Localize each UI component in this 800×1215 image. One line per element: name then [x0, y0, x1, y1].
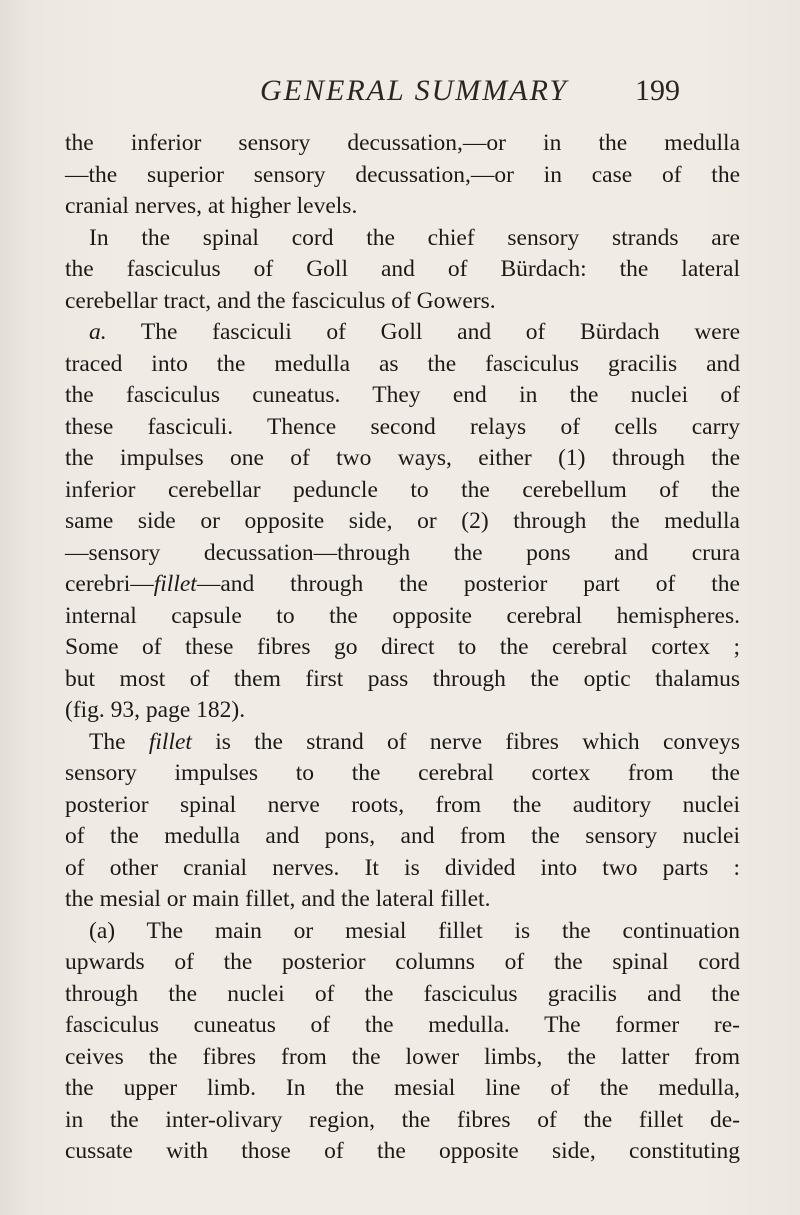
text-line: —the superior sensory decussation,—or in case of the	[65, 161, 740, 188]
running-head: GENERAL SUMMARY	[260, 74, 569, 107]
text-line: In the spinal cord the chief sensory strands are	[89, 224, 740, 251]
italic-term: fillet	[148, 728, 192, 755]
body-text	[65, 128, 740, 1168]
text-line: the mesial or main fillet, and the lateral fillet.	[65, 886, 491, 912]
text-line: Some of these fibres go direct to the cerebral cortex ;	[65, 634, 740, 660]
text-line: (fig. 93, page 182).	[65, 697, 246, 723]
text-line: these fasciculi. Thence second relays of cells carry	[65, 413, 740, 440]
text-line: of the medulla and pons, and from the sensory nuclei	[65, 823, 740, 849]
text-line: ceives the fibres from the lower limbs, the latter from	[65, 1043, 740, 1070]
text-line: cerebellar tract, and the fasciculus of Gowers.	[65, 287, 496, 314]
text-line: posterior spinal nerve roots, from the auditory nuclei	[65, 791, 740, 818]
text-line: The fillet is the strand of nerve fibres which conveys	[89, 728, 740, 755]
text-line: traced into the medulla as the fasciculus gracilis and	[65, 350, 740, 377]
text-line: upwards of the posterior columns of the spinal cord	[65, 949, 740, 975]
text-line: through the nuclei of the fasciculus gracilis and the	[65, 980, 740, 1007]
text-line: cerebri—fillet—and through the posterior part of the	[65, 571, 740, 597]
text-line: inferior cerebellar peduncle to the cerebellum of the	[65, 476, 740, 503]
italic-term: fillet	[153, 571, 197, 597]
page-header	[120, 74, 680, 114]
text-line: cranial nerves, at higher levels.	[65, 193, 358, 219]
text-line: —sensory decussation—through the pons and crura	[65, 539, 740, 566]
italic-term: a.	[89, 319, 107, 345]
text-line: (a) The main or mesial fillet is the continuation	[89, 917, 740, 944]
text-line: a. The fasciculi of Goll and of Bürdach were	[89, 319, 740, 345]
text-line: the impulses one of two ways, either (1) through the	[65, 445, 740, 471]
text-line: sensory impulses to the cerebral cortex from the	[65, 760, 740, 786]
text-line: same side or opposite side, or (2) through the medulla	[65, 508, 740, 534]
text-line: cussate with those of the opposite side, constituting	[65, 1138, 740, 1164]
text-line: internal capsule to the opposite cerebral hemispheres.	[65, 602, 740, 629]
text-line: fasciculus cuneatus of the medulla. The former re-	[65, 1012, 740, 1038]
text-line: the fasciculus of Goll and of Bürdach: the lateral	[65, 256, 740, 282]
text-line: the inferior sensory decussation,—or in the medulla	[65, 130, 740, 156]
text-line: in the inter-olivary region, the fibres of the fillet de-	[65, 1106, 740, 1133]
text-line: the fasciculus cuneatus. They end in the nuclei of	[65, 382, 740, 408]
text-line: of other cranial nerves. It is divided into two parts :	[65, 854, 740, 881]
text-line: the upper limb. In the mesial line of the medulla,	[65, 1075, 740, 1101]
text-line: but most of them first pass through the optic thalamus	[65, 665, 740, 692]
page-number: 199	[635, 74, 680, 107]
